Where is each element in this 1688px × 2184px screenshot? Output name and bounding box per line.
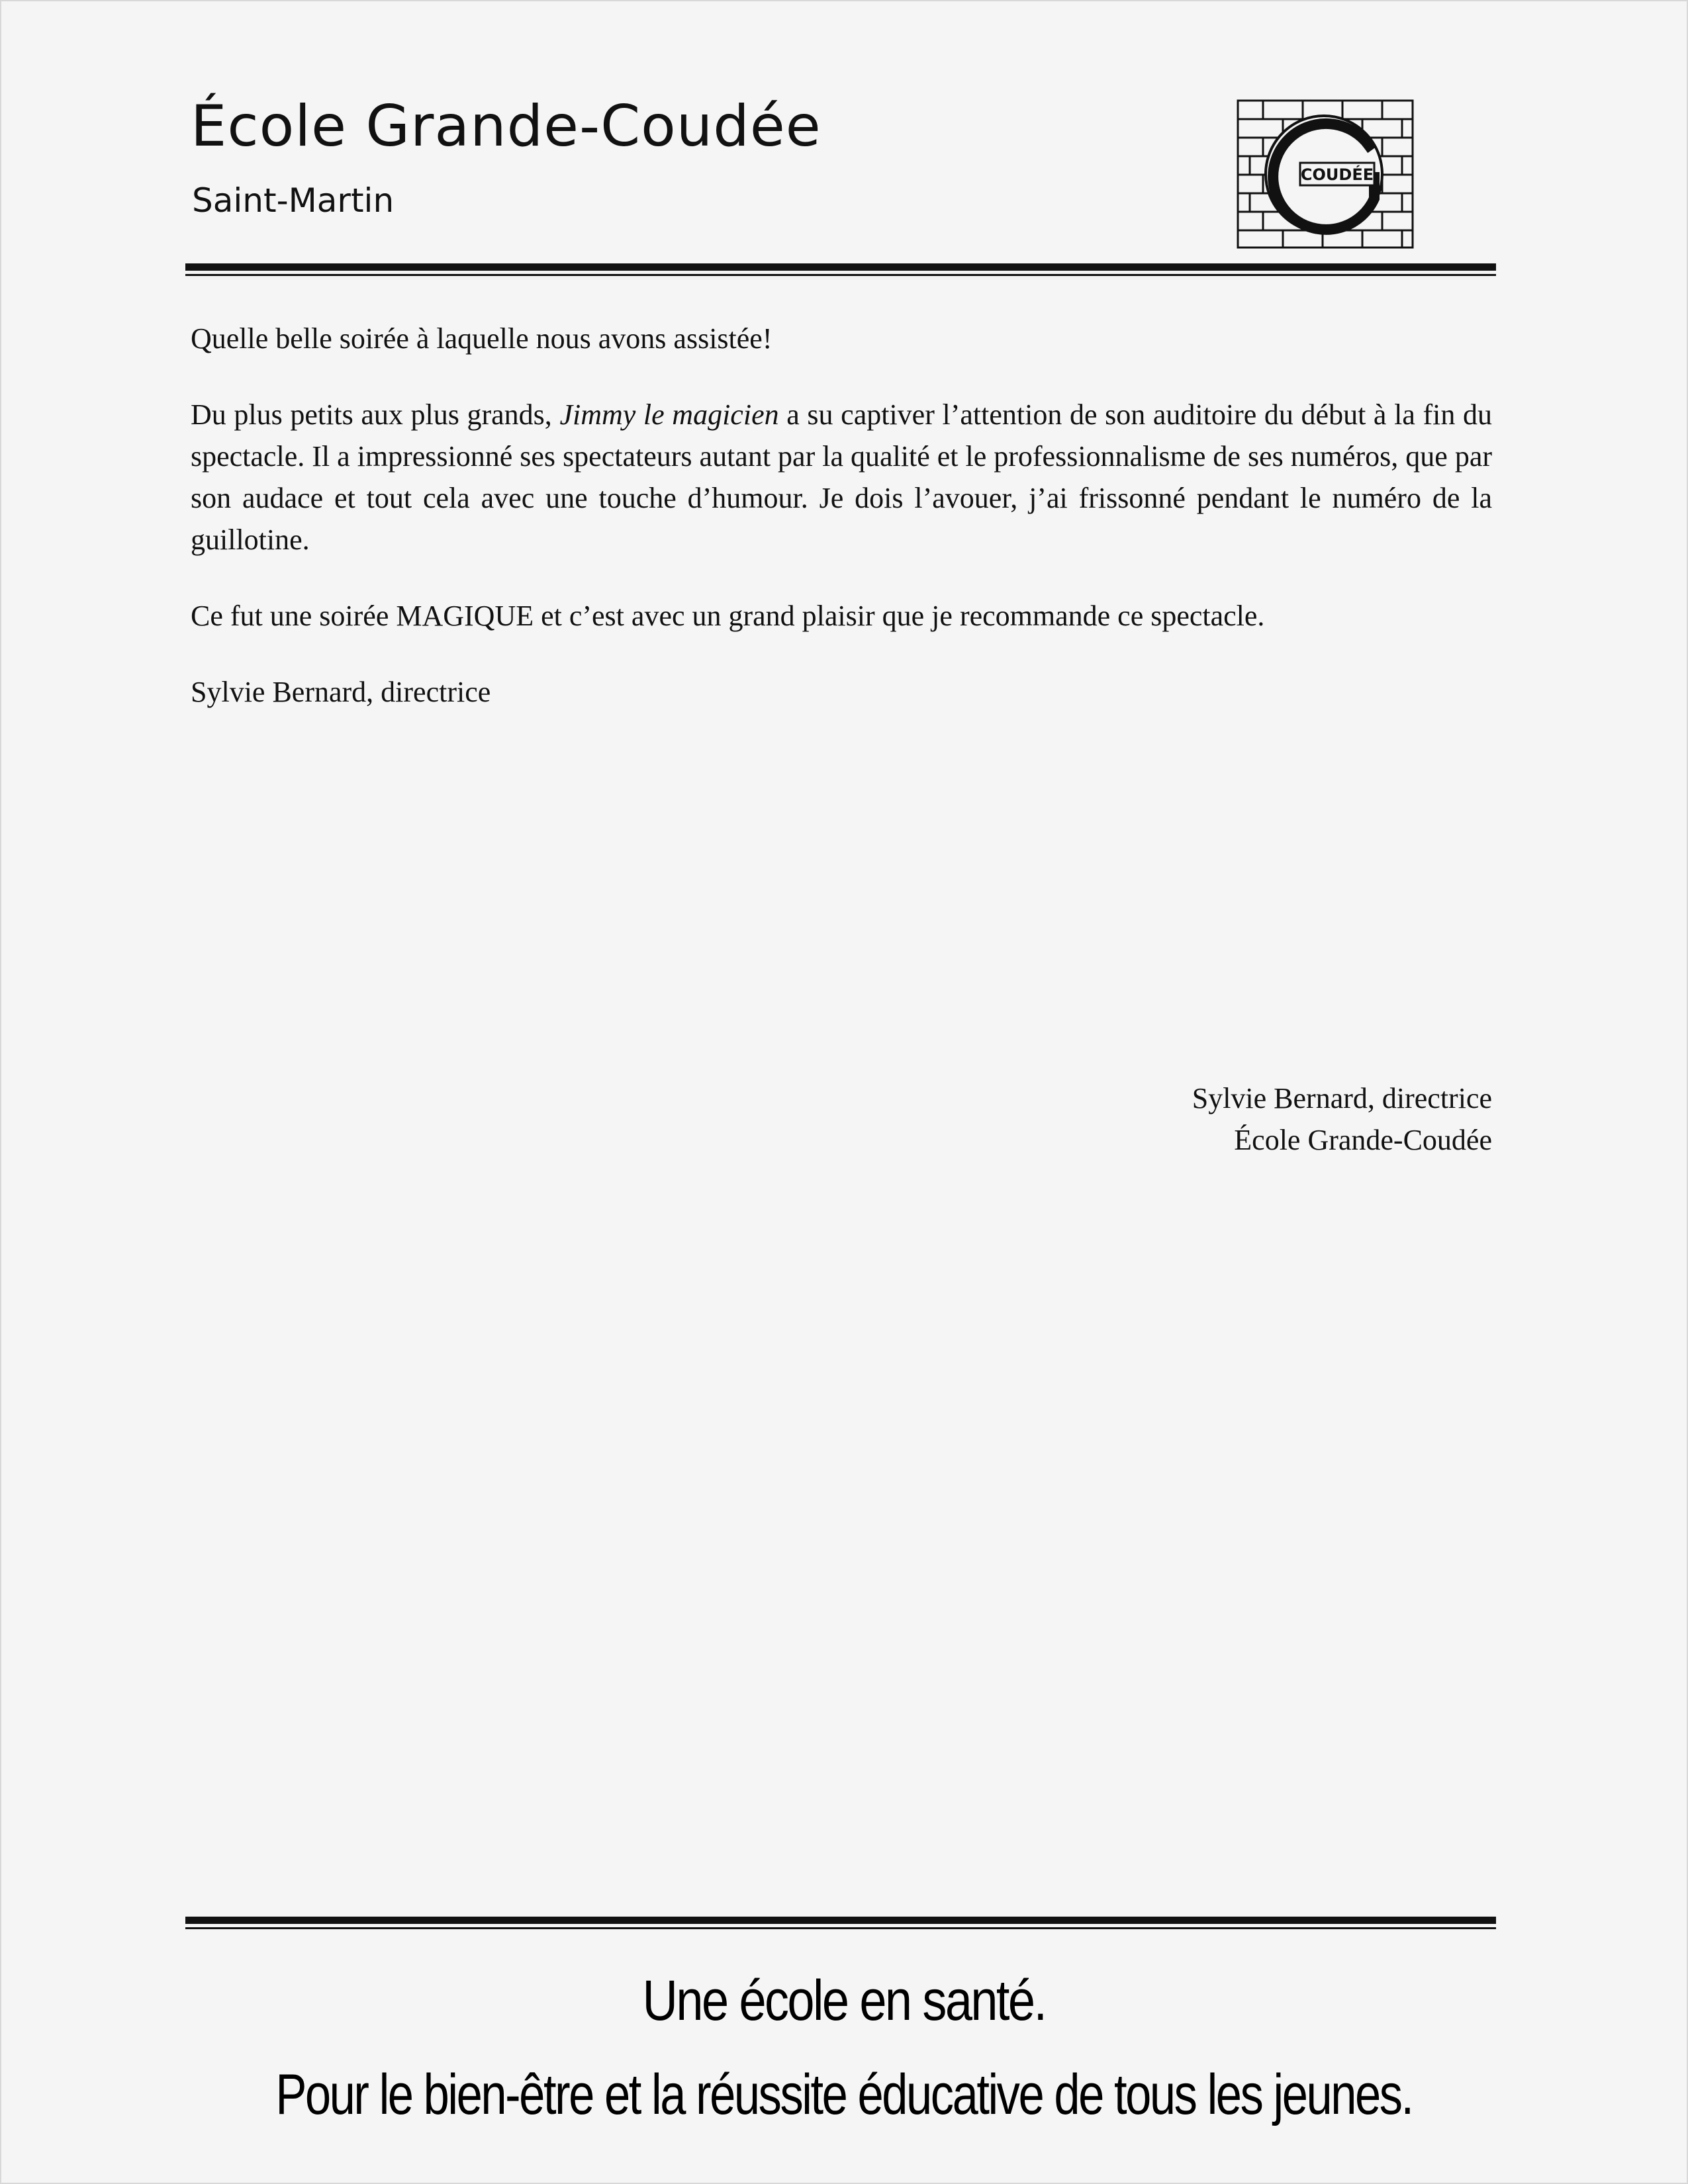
signature-block	[896, 1077, 1492, 1161]
logo-text: COUDÉE	[1300, 165, 1374, 184]
school-name: École Grande-Coudée	[191, 93, 821, 159]
letter-closing: Sylvie Bernard, directrice	[191, 676, 491, 708]
letter-paragraph-3: Ce fut une soirée MAGIQUE et c’est avec un grand plaisir que je recommande ce spectacle.	[191, 600, 1265, 632]
letter-body	[191, 318, 1492, 747]
footer-divider	[185, 1917, 1496, 1929]
letter-paragraph-2-start: Du plus petits aux plus grands,	[191, 398, 560, 431]
letter-paragraph-2-end: a su captiver l’attention de son auditoire du début à la fin du spectacle. Il a impressionné ses spectateurs autant par la qualité et le professionnalisme de ses numéros, que par son audace et tout cela avec une touche d’humour. Je dois l’avouer, j’ai frissonné pendant le numéro de la guillotine.	[191, 398, 1492, 556]
performer-name: Jimmy le magicien	[559, 398, 779, 431]
school-city: Saint-Martin	[192, 181, 395, 220]
signature-school: École Grande-Coudée	[1234, 1124, 1492, 1156]
letter-paragraph-1: Quelle belle soirée à laquelle nous avons assistée!	[191, 322, 773, 355]
signature-name: Sylvie Bernard, directrice	[1192, 1082, 1492, 1115]
header-divider	[185, 263, 1496, 276]
letter-paragraph-2	[191, 394, 1492, 561]
footer-slogan: Une école en santé.	[642, 1969, 1046, 2032]
footer-mission: Pour le bien-être et la réussite éducative de tous les jeunes.	[275, 2063, 1413, 2126]
school-logo-icon	[1237, 99, 1414, 249]
